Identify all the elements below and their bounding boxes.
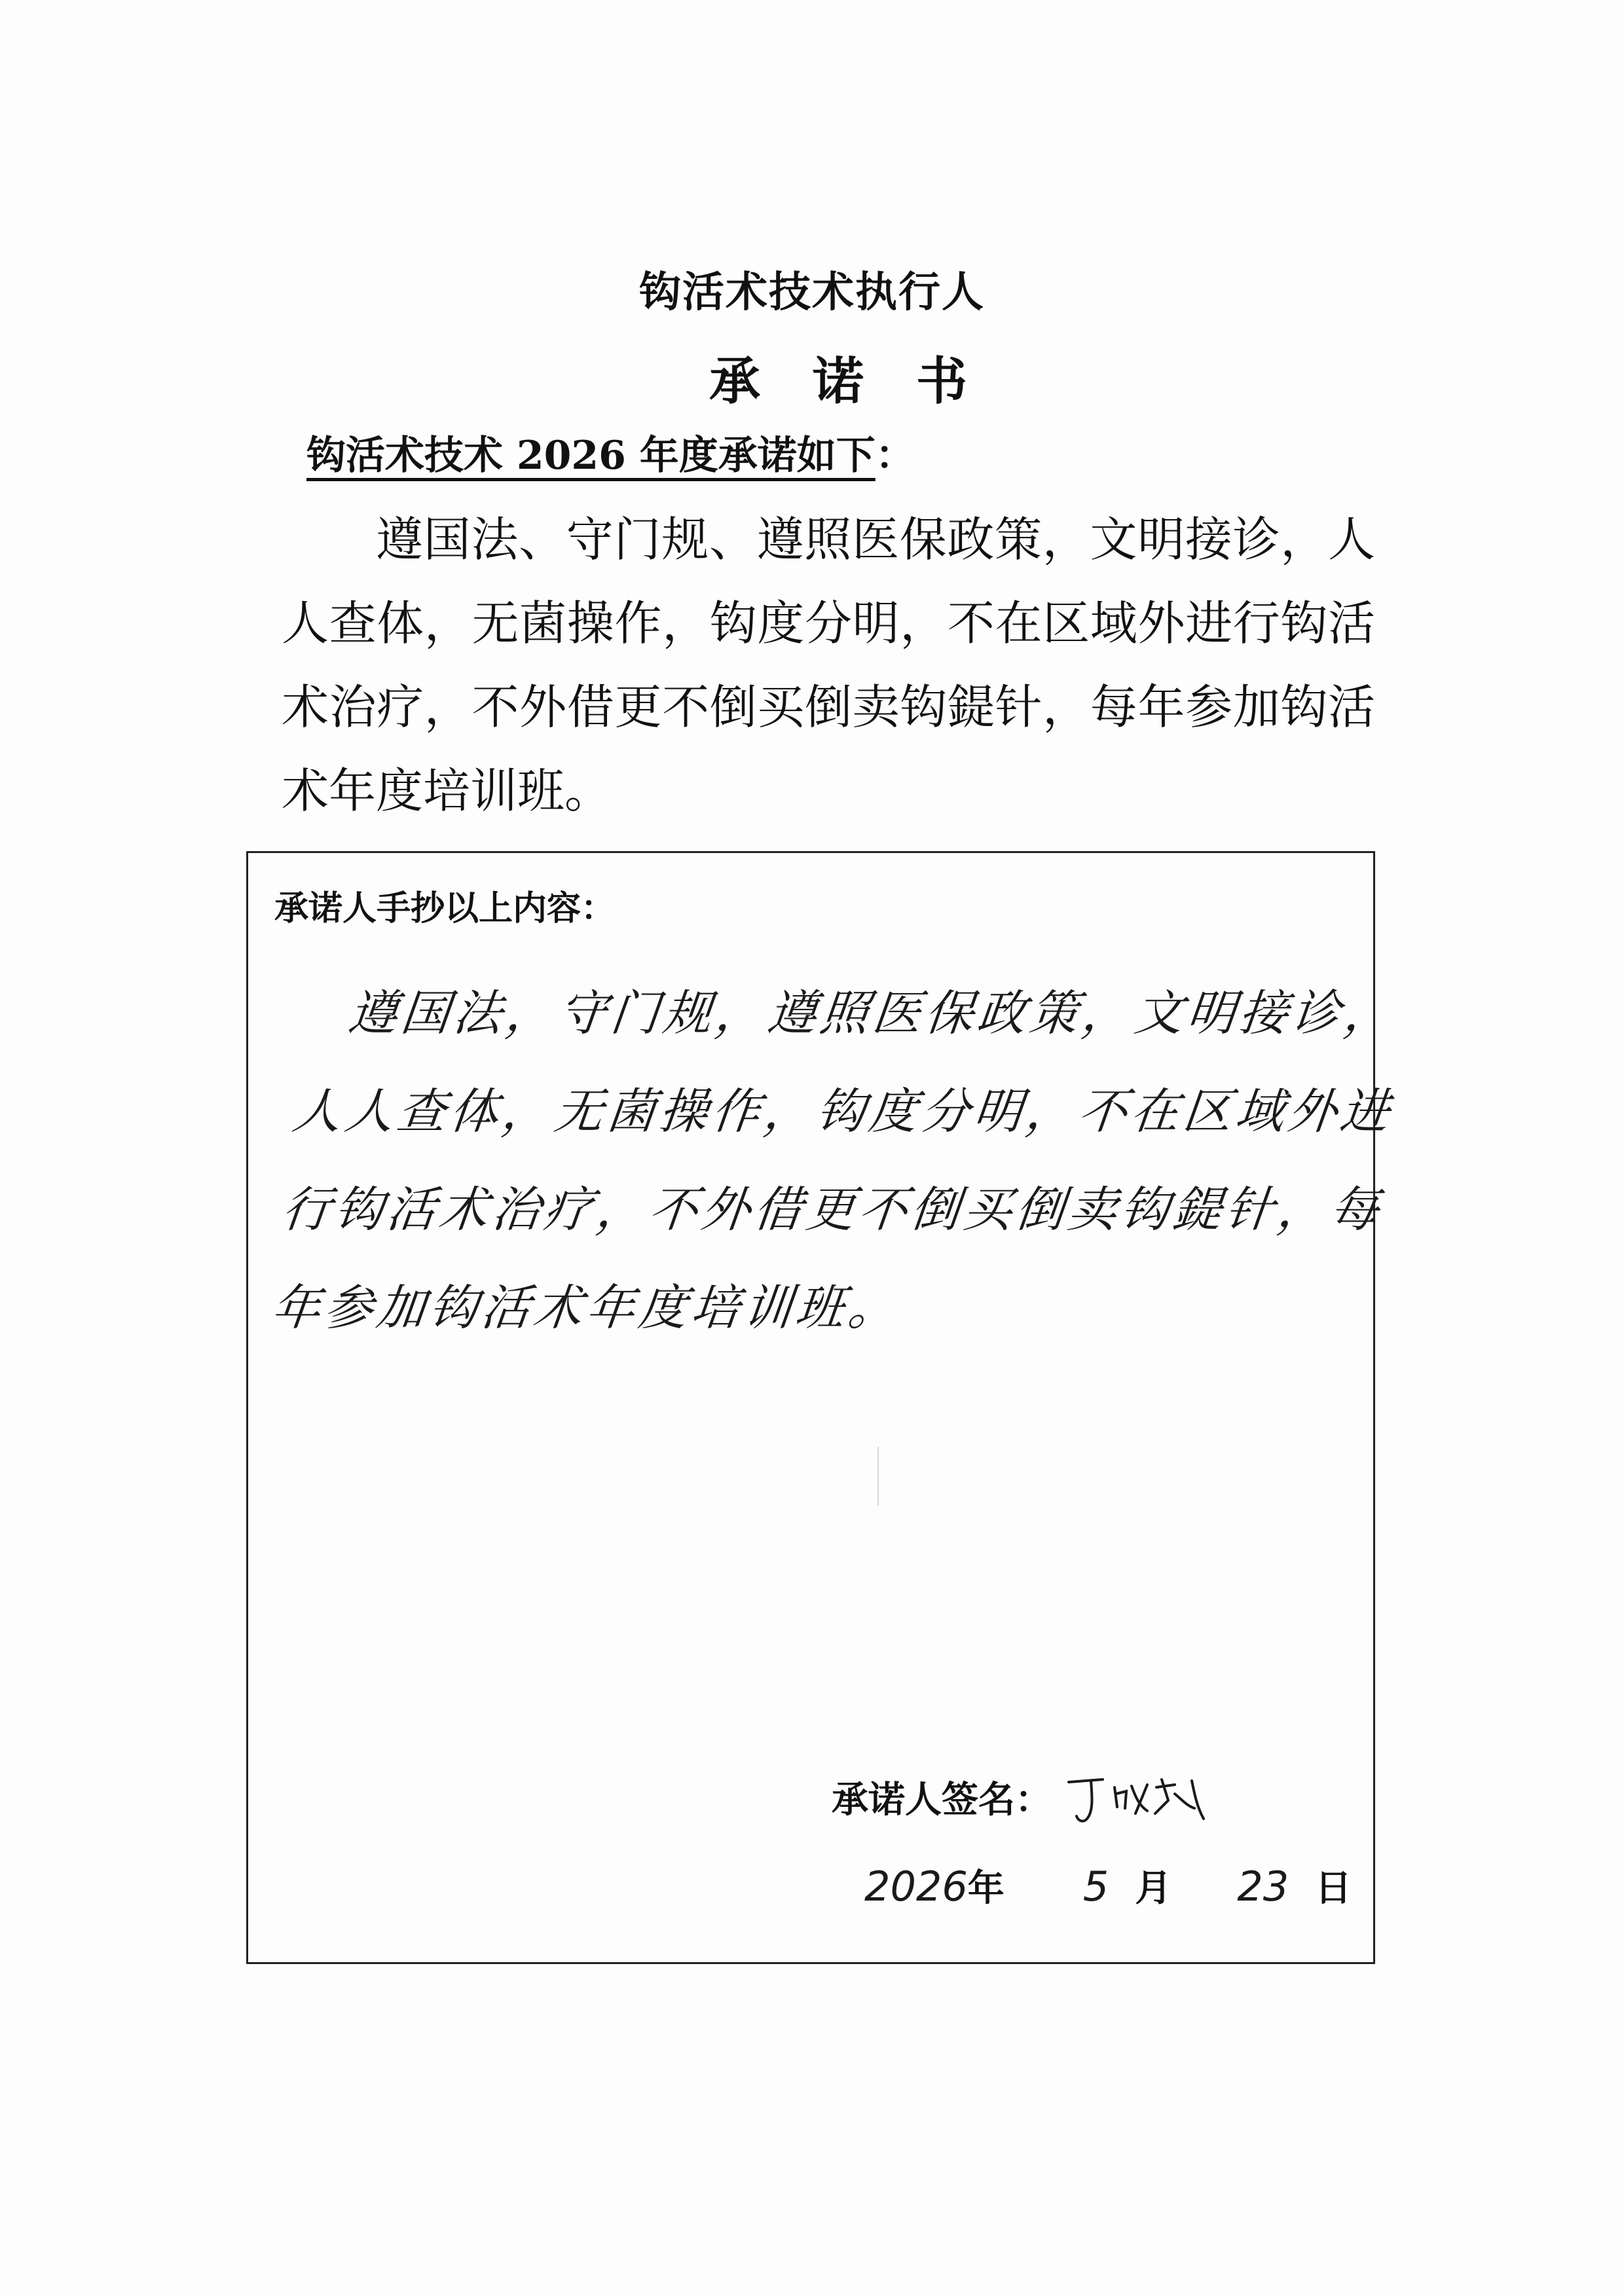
subheading-colon: ： <box>875 433 915 479</box>
copy-box-label: 承诺人手抄以上内容： <box>274 888 616 928</box>
handwritten-line: 人人查体，无菌操作，钩度分明，不在区域外进 <box>289 1084 1396 1140</box>
handwritten-signature <box>1063 1768 1221 1827</box>
commitment-paragraph: 遵国法、守门规、遵照医保政策，文明接诊，人人查体，无菌操作，钩度分明，不在区域外进行钩活术治疗，不外借更不倒买倒卖钩鍉针，每年参加钩活术年度培训班。 <box>282 512 1375 818</box>
signature-row <box>832 1768 1221 1827</box>
subheading-underlined-text: 钩活术技术 2026 年度承诺如下 <box>306 433 876 479</box>
handwritten-line: 行钩活术治疗，不外借更不倒买倒卖钩鍉针，每 <box>279 1182 1386 1238</box>
handwritten-line: 年参加钩活术年度培训班。 <box>268 1280 904 1336</box>
date-day-value: 23 <box>1237 1863 1289 1910</box>
commitment-body <box>282 498 1375 833</box>
signature-label: 承诺人签名： <box>832 1778 1052 1821</box>
commitment-subheading <box>306 424 915 481</box>
date-row <box>864 1859 1352 1912</box>
date-year-value: 2026 <box>864 1863 968 1910</box>
date-month-value: 5 <box>1082 1863 1109 1910</box>
scan-artifact-line <box>877 1447 879 1506</box>
date-year-label: 年 <box>967 1867 1005 1910</box>
document-title-line2: 承诺书 <box>709 352 1020 411</box>
handwritten-line: 遵国法，守门规，遵照医保政策，文明接诊， <box>346 985 1400 1042</box>
handwritten-text <box>267 964 1400 1357</box>
date-month-label: 月 <box>1135 1867 1172 1910</box>
document-title-line1: 钩活术技术执行人 <box>639 268 985 317</box>
date-day-label: 日 <box>1315 1867 1352 1910</box>
